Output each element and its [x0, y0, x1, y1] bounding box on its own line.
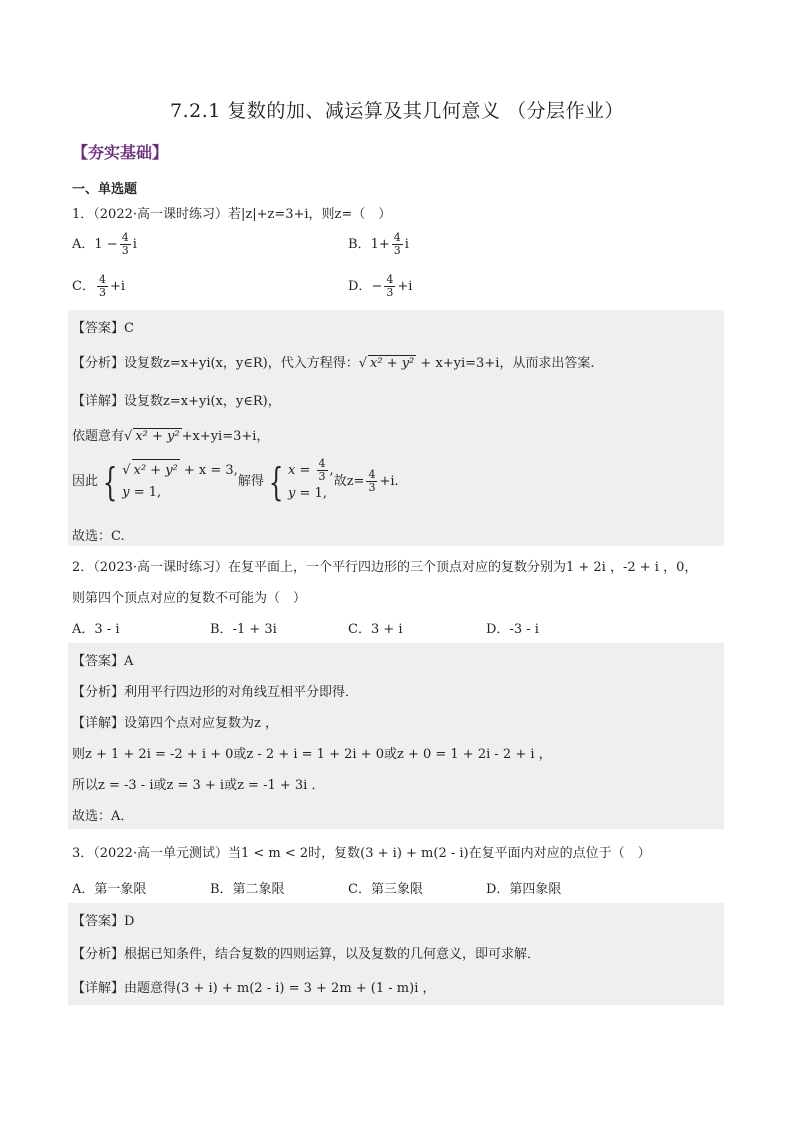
q2-option-b: B．-1 + 3i: [210, 622, 277, 637]
q1-option-b: B．1+ $\frac{4}{3}$ i: [348, 231, 409, 257]
section-heading: 【夯实基础】: [72, 143, 169, 162]
q1-stem: 1．（2022·高一课时练习）若|z|+z=3+i，则z=（ ）: [72, 207, 392, 222]
q1-option-a: A．1 − $\frac{4}{3}$ i: [72, 231, 137, 257]
q2-detail-1: 【详解】设第四个点对应复数为z ，: [72, 716, 278, 731]
q2-option-d: D．-3 - i: [486, 622, 539, 637]
q2-analysis: 【分析】利用平行四边形的对角线互相平分即得．: [72, 685, 359, 700]
q1-option-d: D．− $\frac{4}{3}$ +i: [348, 273, 413, 299]
q3-stem: 3．（2022·高一单元测试）当1 < m < 2时，复数(3 + i) + m(2 - i)在复平面内对应的点位于（ ）: [72, 846, 651, 861]
q2-stem-2: 则第四个顶点对应的复数不可能为（ ）: [72, 591, 307, 606]
q2-conclusion: 故选：A．: [72, 809, 134, 824]
q1-detail-1: 【详解】设复数z=x+yi(x，y∈R)，: [72, 394, 281, 409]
q2-solution-block: [68, 643, 724, 829]
q1-analysis: 【分析】设复数z=x+yi(x，y∈R)，代入方程得：√ x² + y² + x+yi=3+i，从而求出答案.: [72, 356, 595, 371]
q2-detail-3: 所以z = -3 - i或z = 3 + i或z = -1 + 3i ．: [72, 778, 325, 793]
page-title: 7.2.1 复数的加、减运算及其几何意义 （分层作业）: [170, 100, 624, 122]
q2-stem-1: 2．（2023·高一课时练习）在复平面上，一个平行四边形的三个顶点对应的复数分别为1 + 2i ，-2 + i ，0，: [72, 560, 698, 575]
q2-option-c: C．3 + i: [348, 622, 403, 637]
question-type-heading: 一、单选题: [72, 182, 138, 197]
q3-option-d: D．第四象限: [486, 882, 562, 897]
q3-analysis: 【分析】根据已知条件，结合复数的四则运算，以及复数的几何意义，即可求解．: [72, 947, 541, 962]
q3-option-a: A．第一象限: [72, 882, 147, 897]
q1-detail-2: 依题意有√ x² + y² +x+yi=3+i，: [72, 429, 270, 444]
q2-answer: 【答案】A: [72, 654, 134, 669]
q1-conclusion: 故选：C.: [72, 529, 125, 544]
q2-detail-2: 则z + 1 + 2i = -2 + i + 0或z - 2 + i = 1 + 2i + 0或z + 0 = 1 + 2i - 2 + i ，: [72, 747, 552, 762]
q3-option-b: B．第二象限: [210, 882, 285, 897]
q3-answer: 【答案】D: [72, 914, 135, 929]
q3-option-c: C．第三象限: [348, 882, 423, 897]
q2-option-a: A．3 - i: [72, 622, 120, 637]
q1-option-c: C． $\frac{4}{3}$ +i: [72, 273, 126, 299]
q1-answer: 【答案】C: [72, 321, 134, 336]
q3-detail-1: 【详解】由题意得(3 + i) + m(2 - i) = 3 + 2m + (1 - m)i ，: [72, 981, 436, 996]
q1-detail-3: 因此 { √ x² + y² + x = 3, y = 1,解得 { x = $\frac{4}{3}$ , y = 1,故z= $\frac{4}{3}$ +i.: [72, 457, 399, 504]
